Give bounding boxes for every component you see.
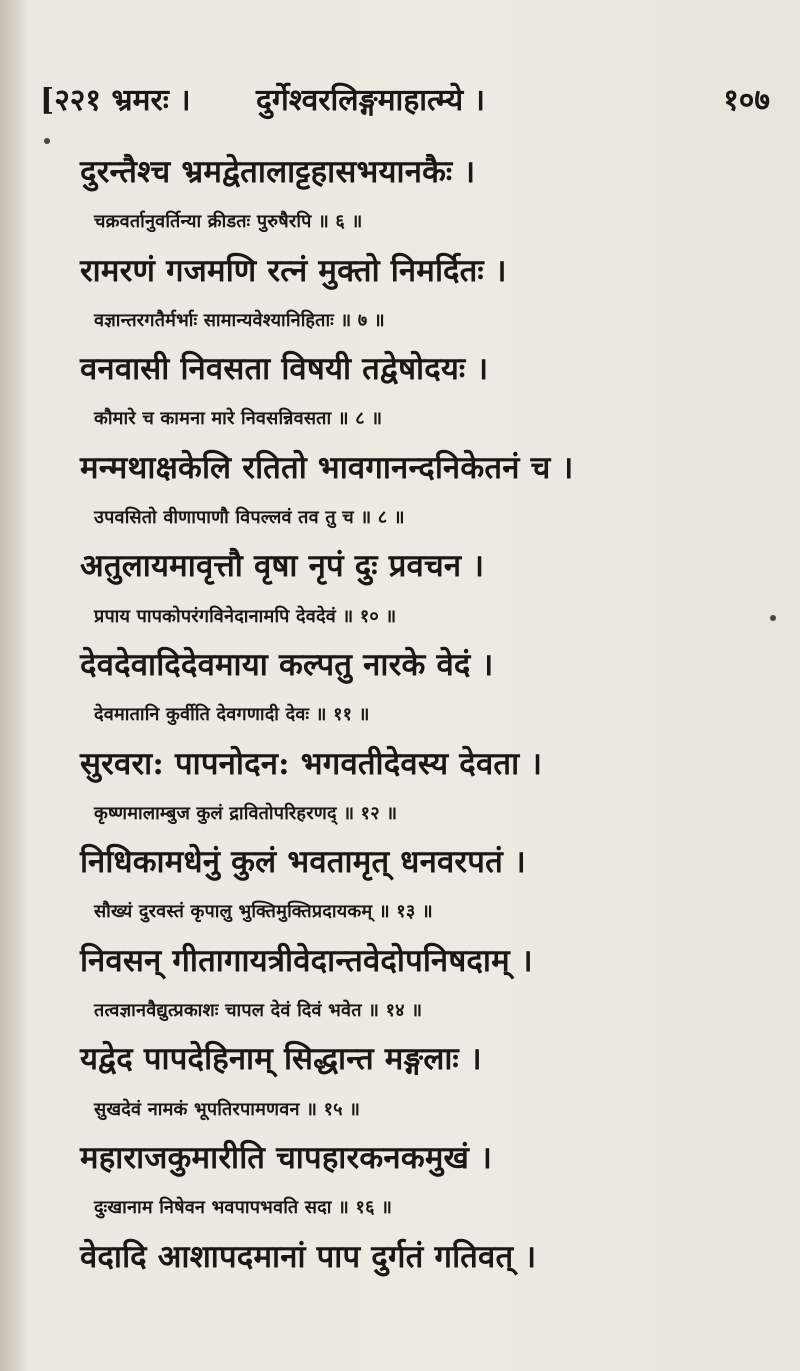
verse-line: कौमारे च कामना मारे निवसन्निवसता ॥ ८ ॥ bbox=[94, 408, 383, 430]
verse-line: मन्मथाक्षकेलि रतितो भावगानन्दनिकेतनं च । bbox=[80, 449, 574, 486]
verse-line: वज्ञान्तरगतैर्मर्भाः सामान्यवेश्यानिहिताः ॥ ७ ॥ bbox=[94, 309, 385, 331]
verse-line: प्रपाय पापकोपरंगविनेदानामपि देवदेवं ॥ १० ॥ bbox=[94, 605, 397, 627]
header-title: दुर्गेश्वरलिङ्गमाहात्म्ये । bbox=[256, 83, 486, 118]
verse-line: यद्वेद पापदेहिनाम् सिद्धान्त मङ्गलाः । bbox=[80, 1041, 482, 1078]
verse-line: रामरणं गजमणि रत्नं मुक्तो निमर्दितः । bbox=[80, 252, 507, 289]
sanskrit-verse-body bbox=[80, 148, 780, 1282]
verse-line: तत्वज्ञानवैद्युत्प्रकाशः चापल देवं दिवं भवेत ॥ १४ ॥ bbox=[94, 1000, 423, 1022]
verse-line: कृष्णमालाम्बुज कुलं द्रावितोपरिहरणद् ॥ १२ ॥ bbox=[94, 802, 398, 824]
print-speck bbox=[770, 615, 776, 621]
page-number: १०७ bbox=[723, 83, 770, 118]
verse-line: देवदेवादिदेवमाया कल्पतु नारके वेदं । bbox=[80, 646, 494, 683]
verse-line: चक्रवर्तानुवर्तिन्या क्रीडतः पुरुषैरपि ॥ ६ ॥ bbox=[94, 211, 363, 233]
verse-line: दुःखानाम निषेवन भवपापभवति सदा ॥ १६ ॥ bbox=[94, 1197, 393, 1219]
verse-line: देवमातानि कुर्वीति देवगणादी देवः ॥ ११ ॥ bbox=[94, 704, 370, 726]
verse-line: सुरवरा: पापनोदन: भगवतीदेवस्य देवता । bbox=[80, 745, 543, 782]
running-header bbox=[40, 78, 770, 122]
verse-line: उपवसितो वीणापाणौ विपल्लवं तव तु च ॥ ८ ॥ bbox=[94, 507, 405, 529]
verse-line: निधिकामधेनुं कुलं भवतामृत् धनवरपतं । bbox=[80, 844, 526, 881]
verse-line: महाराजकुमारीति चापहारकनकमुखं । bbox=[80, 1139, 493, 1176]
header-left-page-ref: [२२१ भ्रमरः । bbox=[40, 83, 191, 118]
verse-line: निवसन् गीतागायत्रीवेदान्तवेदोपनिषदाम् । bbox=[80, 942, 533, 979]
verse-line: दुरन्तैश्च भ्रमद्वेतालाट्टहासभयानकैः । bbox=[80, 154, 476, 190]
verse-line: अतुलायमावृत्तौ वृषा नृपं दुः प्रवचन । bbox=[80, 548, 485, 585]
verse-line: वनवासी निवसता विषयी तद्वेषोदयः । bbox=[80, 351, 489, 388]
print-speck bbox=[44, 138, 50, 144]
verse-line: वेदादि आशापदमानां पाप दुर्गतं गतिवत् । bbox=[80, 1238, 537, 1275]
verse-line: सौख्यं दुरवस्तं कृपालु भुक्तिमुक्तिप्रदायकम् ॥ १३ ॥ bbox=[94, 901, 433, 923]
verse-line: सुखदेवं नामकं भूपतिरपामणवन ॥ १५ ॥ bbox=[94, 1098, 361, 1120]
binding-shadow bbox=[0, 0, 26, 1371]
